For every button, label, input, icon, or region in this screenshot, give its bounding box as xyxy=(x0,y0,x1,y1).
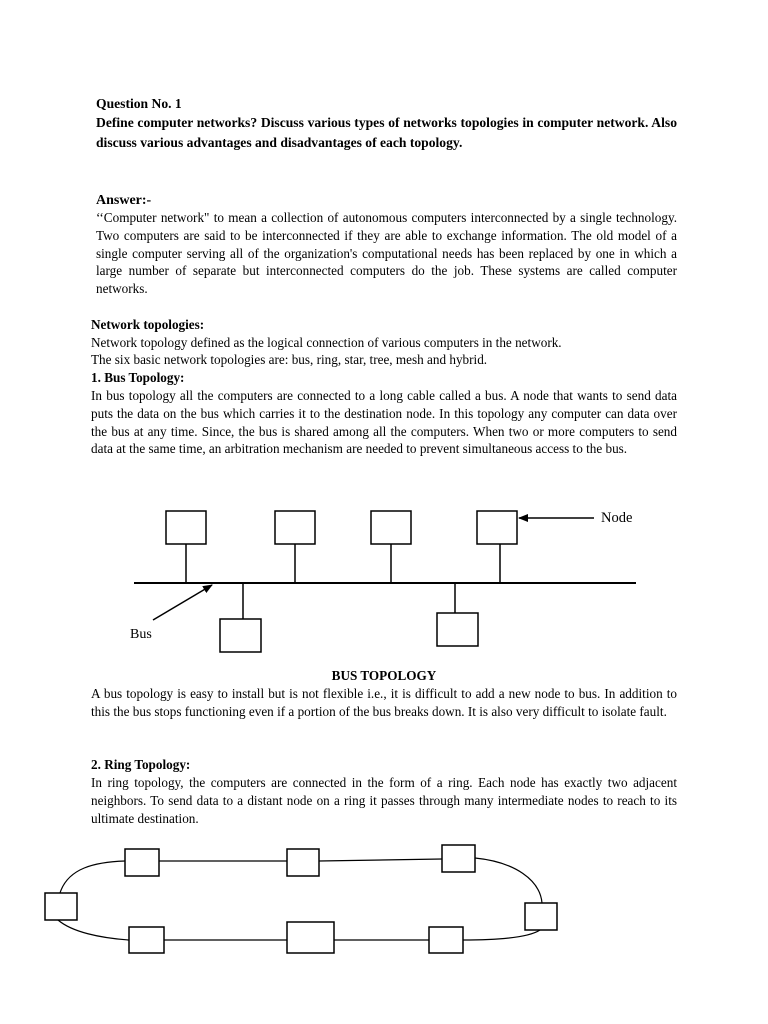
bus-node xyxy=(275,511,315,544)
ring-topology-heading: 2. Ring Topology: xyxy=(91,757,191,772)
ring-node xyxy=(45,893,77,920)
node-label: Node xyxy=(601,510,633,526)
bus-topology-heading: 1. Bus Topology: xyxy=(91,370,185,385)
bus-node xyxy=(220,619,261,652)
network-topologies-heading: Network topologies: xyxy=(91,317,205,332)
answer-label: Answer:- xyxy=(96,193,152,208)
ring-node xyxy=(525,903,557,930)
question-text: Define computer networks? Discuss various types of networks topologies in computer network. Also discuss various advantages and disadvantages of each topology. xyxy=(96,115,677,150)
ring-topology-body: In ring topology, the computers are connected in the form of a ring. Each node has exactly two adjacent neighbors. To send data to a distant node on a ring it passes through many intermediate nodes to reach to its ultimate destination. xyxy=(91,775,677,826)
ring-curve xyxy=(60,861,125,893)
ring-curve xyxy=(58,920,129,940)
bus-topology-caption: BUS TOPOLOGY xyxy=(331,668,437,683)
question-number: Question No. 1 xyxy=(96,96,182,111)
bus-topology-summary: A bus topology is easy to install but is not flexible i.e., it is difficult to add a new node to bus. In addition to this the bus stops functioning even if a portion of the bus breaks down. It is also very difficult to isolate fault. xyxy=(91,686,677,719)
ring-node xyxy=(125,849,159,876)
ring-curve xyxy=(463,930,540,940)
bus-node xyxy=(371,511,411,544)
ring-node xyxy=(442,845,475,872)
network-topologies-line-2: The six basic network topologies are: bus, ring, star, tree, mesh and hybrid. xyxy=(91,352,488,367)
bus-node xyxy=(477,511,517,544)
ring-node xyxy=(129,927,164,953)
ring-curve xyxy=(475,858,542,903)
ring-node xyxy=(287,849,319,876)
bus-node xyxy=(166,511,206,544)
bus-arrow xyxy=(153,585,212,620)
bus-topology-body: In bus topology all the computers are connected to a long cable called a bus. A node that wants to send data puts the data on the bus which carries it to the destination node. In this topology any computer can data over the bus at any time. Since, the bus is shared among all the computers. When two or more computers to send data at the same time, an arbitration mechanism are needed to prevent simultaneous access to the bus. xyxy=(91,388,677,457)
bus-label: Bus xyxy=(130,627,152,642)
answer-intro: ‘‘Computer network" to mean a collection of autonomous computers interconnected by a single technology. Two computers are said to be interconnected if they are able to exchange information. The old model of a single computer serving all of the organization's computational needs has been replaced by one in which a large number of separate but interconnected computers do the job. These systems are called computer networks. xyxy=(96,210,677,297)
bus-node xyxy=(437,613,478,646)
ring-node xyxy=(429,927,463,953)
network-topologies-line-1: Network topology defined as the logical connection of various computers in the network. xyxy=(91,335,562,350)
ring-node xyxy=(287,922,334,953)
